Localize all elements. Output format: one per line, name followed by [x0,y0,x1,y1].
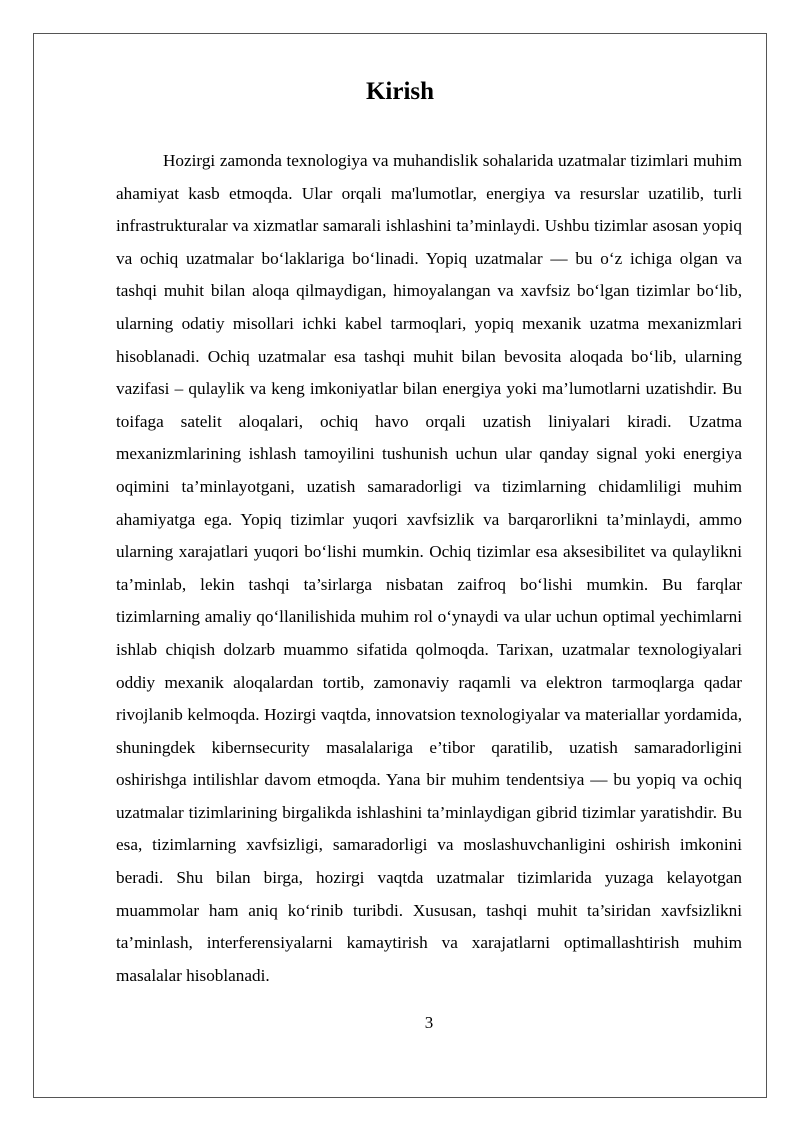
body-paragraph: Hozirgi zamonda texnologiya va muhandislik sohalarida uzatmalar tizimlari muhim ahamiyat kasb etmoqda. Ular orqali ma'lumotlar, energiya va resurslar uzatilib, turli infrastrukturalar va xizmatlar samarali ishlashini ta’minlaydi. Ushbu tizimlar asosan yopiq va ochiq uzatmalar bo‘laklariga bo‘linadi. Yopiq uzatmalar — bu o‘z ichiga olgan va tashqi muhit bilan aloqa qilmaydigan, himoyalangan va xavfsiz bo‘lgan tizimlar bo‘lib, ularning odatiy misollari ichki kabel tarmoqlari, yopiq mexanik uzatma mexanizmlari hisoblanadi. Ochiq uzatmalar esa tashqi muhit bilan bevosita aloqada bo‘lib, ularning vazifasi – qulaylik va keng imkoniyatlar bilan energiya yoki ma’lumotlarni uzatishdir. Bu toifaga satelit aloqalari, ochiq havo orqali uzatish liniyalari kiradi. Uzatma mexanizmlarining ishlash tamoyilini tushunish uchun ular qanday signal yoki energiya oqimini ta’minlayotgani, uzatish samaradorligi va tizimlarning chidamliligi muhim ahamiyatga ega. Yopiq tizimlar yuqori xavfsizlik va barqarorlikni ta’minlaydi, ammo ularning xarajatlari yuqori bo‘lishi mumkin. Ochiq tizimlar esa aksesibilitet va qulaylikni ta’minlab, lekin tashqi ta’sirlarga nisbatan zaifroq bo‘lishi mumkin. Bu farqlar tizimlarning amaliy qo‘llanilishida muhim rol o‘ynaydi va ular uchun optimal yechimlarni ishlab chiqish dolzarb muammo sifatida qolmoqda. Tarixan, uzatmalar texnologiyalari oddiy mexanik aloqalardan tortib, zamonaviy raqamli va elektron tarmoqlarga qadar rivojlanib kelmoqda. Hozirgi vaqtda, innovatsion texnologiyalar va materiallar yordamida, shuningdek kibernsecurity masalalariga e’tibor qaratilib, uzatish samaradorligini oshirishga intilishlar davom etmoqda. Yana bir muhim tendentsiya — bu yopiq va ochiq uzatmalar tizimlarining birgalikda ishlashini ta’minlaydigan gibrid tizimlar yaratishdir. Bu esa, tizimlarning xavfsizligi, samaradorligi va moslashuvchanligini oshirish imkonini beradi. Shu bilan birga, hozirgi vaqtda uzatmalar tizimlarida yuzaga kelayotgan muammolar ham aniq ko‘rinib turibdi. Xususan, tashqi muhit ta’siridan xavfsizlikni ta’minlash, interferensiyalarni kamaytirish va xarajatlarni optimallashtirish muhim masalalar hisoblanadi. [116,151,742,985]
page-number: 3 [424,1013,434,1032]
page-title: Kirish [365,78,435,105]
